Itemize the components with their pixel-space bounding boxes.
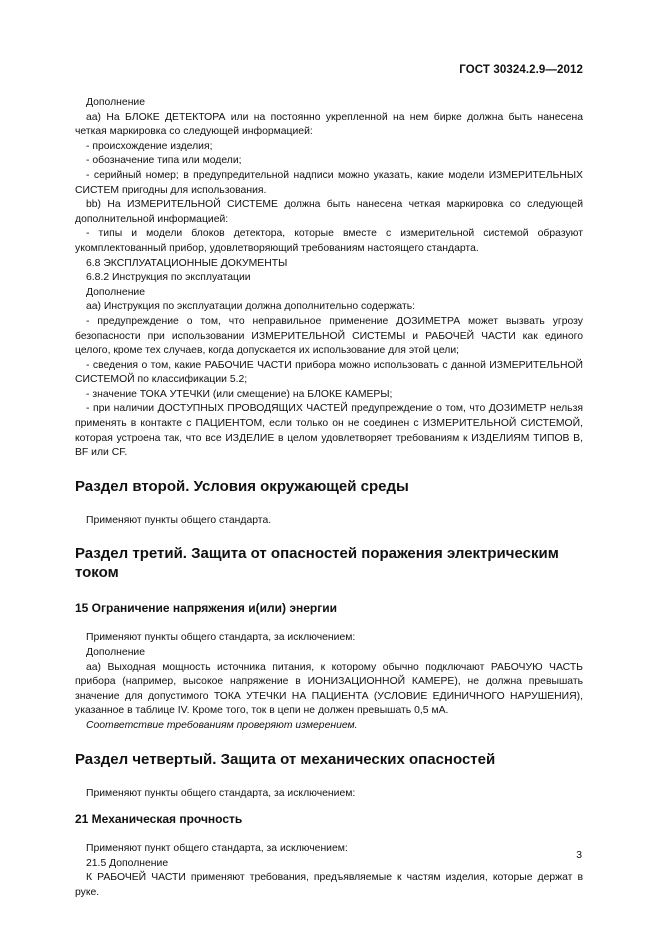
paragraph: аа) На БЛОКЕ ДЕТЕКТОРА или на постоянно укрепленной на нем бирке должна быть нанесена четкая маркировка со следующей информацией: — [75, 111, 583, 138]
section-heading: Раздел третий. Защита от опасностей поражения электрическим током — [75, 545, 559, 582]
paragraph: - предупреждение о том, что неправильное применение ДОЗИМЕТРА может вызвать угрозу безопасности при использовании ИЗМЕРИТЕЛЬНОЙ СИСТЕМЫ и РАБОЧЕЙ ЧАСТИ как единого целого, кроме тех случаев, когда допускается их использование для этой цели; — [75, 315, 583, 357]
paragraph: К РАБОЧЕЙ ЧАСТИ применяют требования, предъявляемые к частям изделия, которые держат в руке. — [75, 872, 583, 898]
paragraph: - происхождение изделия; — [86, 140, 213, 152]
paragraph: - серийный номер; в предупредительной надписи можно указать, какие модели ИЗМЕРИТЕЛЬНЫХ СИСТЕМ пригодны для использования. — [75, 169, 583, 196]
paragraph: Применяют пункты общего стандарта, за исключением: — [86, 787, 356, 799]
subsection-heading: 15 Ограничение напряжения и(или) энергии — [75, 601, 337, 616]
paragraph: аа) Выходная мощность источника питания, к которому обычно подключают РАБОЧУЮ ЧАСТЬ прибора (например, высокое напряжение в ИОНИЗАЦИОННОЙ КАМЕРЕ), не должна превышать значение для допустимого ТОКА УТЕЧКИ НА ПАЦИЕНТА (УСЛОВИЕ ЕДИНИЧНОГО НАРУШЕНИЯ), указанное в таблице IV. Кроме того, ток в цепи не должен превышать 0,5 мА. — [75, 661, 583, 717]
paragraph: Дополнение — [86, 286, 146, 298]
paragraph: - значение ТОКА УТЕЧКИ (или смещение) на БЛОКЕ КАМЕРЫ; — [86, 388, 393, 400]
paragraph: - при наличии ДОСТУПНЫХ ПРОВОДЯЩИХ ЧАСТЕЙ предупреждение о том, что ДОЗИМЕТР нельзя применять в контакте с ПАЦИЕНТОМ, если только он не соединен с ИЗМЕРИТЕЛЬНОЙ СИСТЕМОЙ, которая устроена так, что все ИЗДЕЛИЕ в целом удовлетворяет требованиям к ИЗДЕЛИЯМ ТИПОВ В, BF или CF. — [75, 403, 583, 459]
document-code: ГОСТ 30324.2.9—2012 — [459, 64, 583, 76]
paragraph: Применяют пункт общего стандарта, за исключением: — [86, 843, 348, 855]
paragraph: Применяют пункты общего стандарта. — [86, 514, 272, 526]
document-body — [75, 96, 583, 901]
subsection-heading: 21 Механическая прочность — [75, 812, 243, 827]
section-heading: Раздел четвертый. Защита от механических опасностей — [75, 750, 496, 768]
page-number: 3 — [576, 850, 582, 861]
section-heading: Раздел второй. Условия окружающей среды — [75, 477, 409, 495]
paragraph: - типы и модели блоков детектора, которые вместе с измерительной системой образуют укомплектованный прибор, удовлетворяющий требованиям настоящего стандарта. — [75, 228, 583, 254]
paragraph: 6.8.2 Инструкция по эксплуатации — [86, 272, 251, 284]
paragraph: аа) Инструкция по эксплуатации должна дополнительно содержать: — [86, 301, 416, 313]
paragraph: Соответствие требованиям проверяют измерением. — [86, 720, 358, 731]
paragraph: Дополнение — [86, 97, 146, 108]
paragraph: - сведения о том, какие РАБОЧИЕ ЧАСТИ прибора можно использовать с данной ИЗМЕРИТЕЛЬНОЙ СИСТЕМОЙ по классификации 5.2; — [75, 359, 583, 386]
paragraph: Дополнение — [86, 647, 146, 659]
paragraph: Применяют пункты общего стандарта, за исключением: — [86, 632, 356, 644]
paragraph: 21.5 Дополнение — [86, 857, 169, 869]
paragraph: - обозначение типа или модели; — [86, 155, 242, 167]
paragraph: bb) На ИЗМЕРИТЕЛЬНОЙ СИСТЕМЕ должна быть нанесена четкая маркировка со следующей дополнительной информацией: — [75, 199, 583, 225]
paragraph: 6.8 ЭКСПЛУАТАЦИОННЫЕ ДОКУМЕНТЫ — [86, 257, 288, 269]
